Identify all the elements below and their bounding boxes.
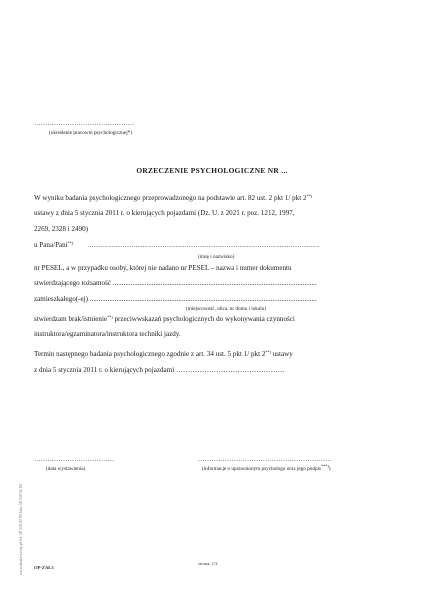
- finding-line2: instruktora/egzaminatora/instruktora techniki jazdy.: [34, 330, 181, 338]
- pesel-line3: zamieszkałego(-ej) ................................................................................................................................: [34, 295, 317, 303]
- side-publisher-text: www.druki-wzory.pl tel. 58 559 02 83 faks 58 559 02 84: [18, 484, 23, 575]
- finding-line1: stwierdzam brak/istnienie**) przeciwwskazań psychologicznych do wykonywania czynności: [34, 314, 295, 323]
- psychologist-caption: (informacje o uprawnionym psychologu oraz jego podpis***)): [202, 463, 331, 472]
- person-caption: (imię i nazwisko): [198, 254, 235, 260]
- paragraph1-line3: 2269, 2328 i 2490): [34, 225, 88, 233]
- pesel-line1: nr PESEL, a w przypadku osoby, której nie nadano nr PESEL – nazwa i numer dokumentu: [34, 264, 292, 272]
- address-caption: (miejscowość, ulica, nr domu i lokalu): [186, 306, 266, 312]
- person-label: u Pana/Pani**): [34, 240, 74, 249]
- issue-date-dots: ………………………………: [34, 456, 115, 463]
- paragraph1-line2: ustawy z dnia 5 stycznia 2011 r. o kierujących pojazdami (Dz. U. z 2021 r. poz. 1212, 1997,: [34, 209, 295, 217]
- psychologist-dots: ……………………………………………………: [198, 456, 332, 463]
- issue-date-caption: (data wystawienia): [46, 466, 86, 472]
- document-title: ORZECZENIE PSYCHOLOGICZNE NR ...: [136, 166, 288, 175]
- next-exam-line1: Termin następnego badania psychologicznego zgodnie z art. 34 ust. 5 pkt 1/ pkt 2**) ustawy: [34, 349, 293, 358]
- page-number: strona: 1/2: [198, 561, 218, 566]
- next-exam-line2: z dnia 5 stycznia 2011 r. o kierujących pojazdami ……………………………………….: [34, 366, 285, 374]
- office-caption: (określenie pracowni psychologicznej*): [49, 130, 132, 136]
- office-dots: ………………………………………: [34, 120, 135, 127]
- paragraph1-line1: W wyniku badania psychologicznego przeprowadzonego na podstawie art. 82 ust. 2 pkt 1/ pkt 2**): [34, 193, 313, 202]
- pesel-line2: stwierdzającego tożsamość ...................................................................................................................: [34, 279, 317, 287]
- person-name-field: ...............................................................................................................................: [88, 242, 320, 249]
- form-code: OP-ZAŁ3: [34, 565, 54, 570]
